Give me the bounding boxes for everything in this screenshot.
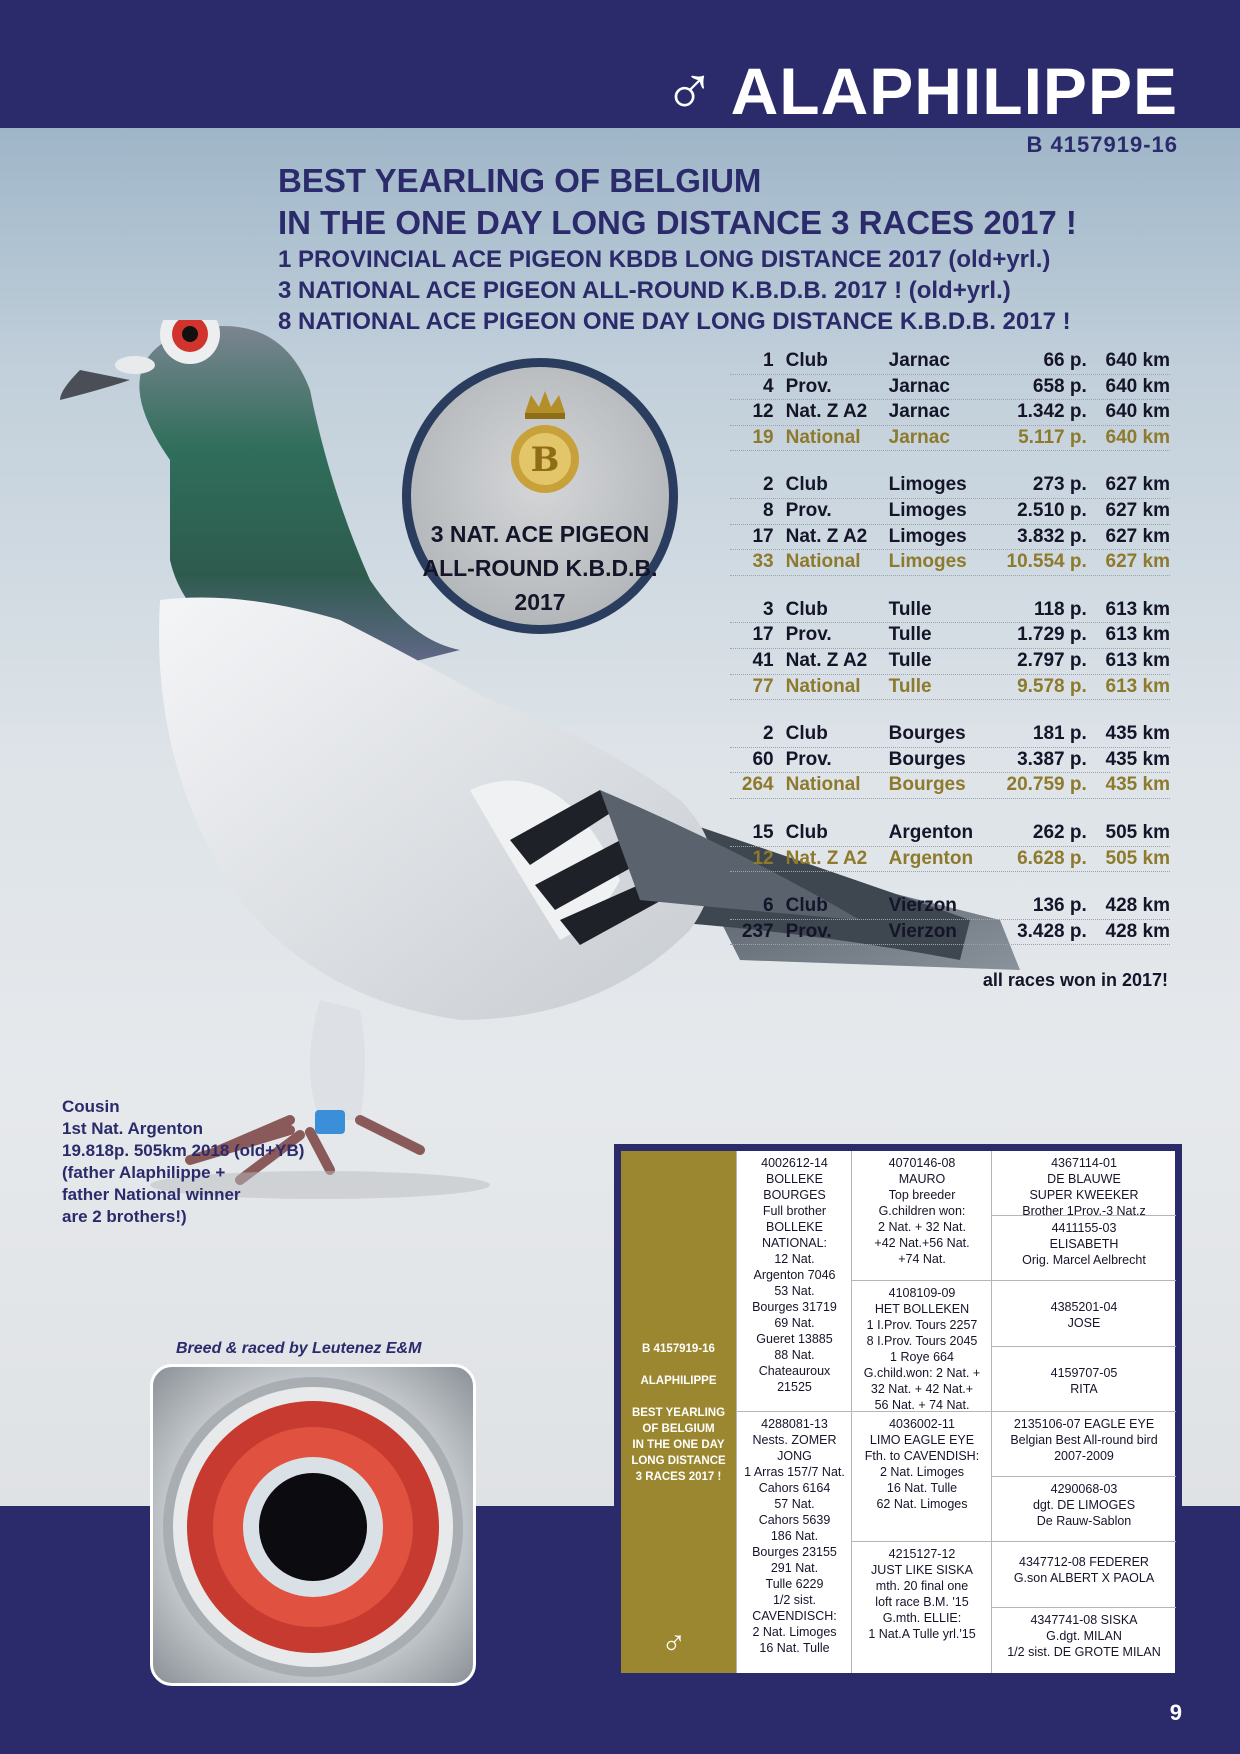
maternal-grandfather-cell bbox=[852, 1412, 992, 1542]
result-row bbox=[730, 773, 1170, 799]
result-distance: 627 km bbox=[1105, 551, 1170, 573]
ggp-7-cell bbox=[992, 1542, 1176, 1608]
result-level: National bbox=[785, 551, 861, 573]
ggp-8-text: 4347741-08 SISKA G.dgt. MILAN 1/2 sist. DE GROTE MILAN bbox=[1007, 1613, 1161, 1659]
kbdb-crown-logo-icon bbox=[505, 387, 585, 499]
result-birds: 262 p. bbox=[1032, 821, 1087, 843]
cousin-line-1: Cousin bbox=[62, 1097, 120, 1116]
result-level: Prov. bbox=[785, 624, 832, 646]
cousin-line-4: (father Alaphilippe + bbox=[62, 1163, 226, 1182]
result-race: Tulle bbox=[888, 598, 932, 620]
result-position: 41 bbox=[752, 649, 774, 671]
result-row bbox=[730, 349, 1170, 375]
subject-ring: B 4157919-16 bbox=[642, 1343, 715, 1355]
result-distance: 627 km bbox=[1105, 525, 1170, 547]
badge-text bbox=[411, 517, 669, 619]
ggp-8-cell bbox=[992, 1608, 1176, 1673]
result-birds: 10.554 p. bbox=[1006, 551, 1087, 573]
result-row bbox=[730, 847, 1170, 873]
subject-title: BEST YEARLING OF BELGIUM IN THE ONE DAY LONG DISTANCE 3 RACES 2017 ! bbox=[631, 1407, 726, 1483]
result-level: Club bbox=[785, 474, 828, 496]
ggp-2-text: 4411155-03 ELISABETH Orig. Marcel Aelbrecht bbox=[1022, 1221, 1146, 1267]
father-text: 4002612-14 BOLLEKE BOURGES Full brother BOLLEKE NATIONAL: 12 Nat. Argenton 7046 53 Nat. Bourges 31719 69 Nat. Gueret 13885 88 Nat. Chateauroux 21525 bbox=[752, 1156, 837, 1394]
result-race: Argenton bbox=[888, 847, 974, 869]
result-distance: 613 km bbox=[1105, 624, 1170, 646]
result-distance: 613 km bbox=[1105, 598, 1170, 620]
paternal-grandfather-text: 4070146-08 MAURO Top breeder G.children won: 2 Nat. + 32 Nat. +42 Nat.+56 Nat. +74 Nat. bbox=[874, 1156, 970, 1266]
cousin-line-2: 1st Nat. Argenton bbox=[62, 1119, 204, 1138]
maternal-grandfather-text: 4036002-11 LIMO EAGLE EYE Fth. to CAVENDISH: 2 Nat. Limoges 16 Nat. Tulle 62 Nat. Limoges bbox=[864, 1417, 980, 1511]
race-block bbox=[730, 722, 1170, 799]
result-level: National bbox=[785, 774, 861, 796]
result-position: 4 bbox=[763, 375, 774, 397]
logo-letter: B bbox=[530, 440, 560, 480]
male-symbol-icon: ♂ bbox=[663, 52, 717, 130]
pigeon-title bbox=[663, 52, 1178, 130]
result-row bbox=[730, 821, 1170, 847]
badge-line-2: ALL-ROUND K.B.D.B. bbox=[422, 555, 658, 581]
result-level: Nat. Z A2 bbox=[785, 847, 868, 869]
result-race: Jarnac bbox=[888, 401, 950, 423]
result-distance: 435 km bbox=[1105, 774, 1170, 796]
result-position: 6 bbox=[763, 895, 774, 917]
all-races-note: all races won in 2017! bbox=[982, 970, 1168, 990]
headline-1: BEST YEARLING OF BELGIUM bbox=[278, 162, 762, 199]
race-block bbox=[730, 894, 1170, 945]
pigeon-name: ALAPHILIPPE bbox=[730, 54, 1178, 128]
ggp-4-cell bbox=[992, 1347, 1176, 1412]
result-row bbox=[730, 525, 1170, 551]
ggp-7-text: 4347712-08 FEDERER G.son ALBERT X PAOLA bbox=[1013, 1555, 1155, 1585]
result-race: Bourges bbox=[888, 723, 966, 745]
result-row bbox=[730, 499, 1170, 525]
result-position: 17 bbox=[752, 525, 774, 547]
result-position: 12 bbox=[752, 401, 774, 423]
ggp-6-text: 4290068-03 dgt. DE LIMOGES De Rauw-Sablon bbox=[1032, 1482, 1136, 1528]
result-birds: 658 p. bbox=[1032, 375, 1087, 397]
result-race: Bourges bbox=[888, 748, 966, 770]
subject-name: ALAPHILIPPE bbox=[640, 1375, 717, 1387]
result-birds: 2.510 p. bbox=[1017, 499, 1087, 521]
result-level: National bbox=[785, 426, 861, 448]
result-position: 2 bbox=[763, 474, 774, 496]
result-race: Vierzon bbox=[888, 920, 957, 942]
result-level: Prov. bbox=[785, 920, 832, 942]
result-birds: 6.628 p. bbox=[1017, 847, 1087, 869]
pedigree-chart bbox=[614, 1144, 1182, 1680]
result-row bbox=[730, 375, 1170, 401]
cousin-line-6: are 2 brothers!) bbox=[62, 1207, 187, 1226]
breeder-credit: Breed & raced by Leutenez E&M bbox=[176, 1340, 422, 1357]
subject-column bbox=[621, 1151, 736, 1673]
result-level: Nat. Z A2 bbox=[785, 525, 868, 547]
result-row bbox=[730, 426, 1170, 452]
result-distance: 505 km bbox=[1105, 847, 1170, 869]
result-birds: 2.797 p. bbox=[1017, 649, 1087, 671]
result-birds: 118 p. bbox=[1033, 598, 1087, 620]
result-position: 60 bbox=[752, 748, 774, 770]
result-level: Club bbox=[785, 895, 828, 917]
ggp-3-text: 4385201-04 JOSE bbox=[1050, 1300, 1118, 1330]
result-row bbox=[730, 894, 1170, 920]
result-birds: 181 p. bbox=[1032, 723, 1087, 745]
result-level: Prov. bbox=[785, 375, 832, 397]
result-distance: 640 km bbox=[1105, 375, 1170, 397]
badge-line-3: 2017 bbox=[514, 589, 566, 615]
result-level: Club bbox=[785, 350, 828, 371]
result-level: Nat. Z A2 bbox=[785, 649, 868, 671]
result-position: 33 bbox=[752, 551, 774, 573]
result-birds: 273 p. bbox=[1032, 474, 1087, 496]
result-birds: 1.729 p. bbox=[1017, 624, 1087, 646]
result-birds: 1.342 p. bbox=[1017, 401, 1087, 423]
result-race: Bourges bbox=[888, 774, 966, 796]
result-race: Limoges bbox=[888, 525, 967, 547]
ggp-2-cell bbox=[992, 1216, 1176, 1281]
result-row bbox=[730, 649, 1170, 675]
result-birds: 9.578 p. bbox=[1017, 675, 1087, 697]
result-race: Limoges bbox=[888, 551, 967, 573]
result-birds: 20.759 p. bbox=[1006, 774, 1087, 796]
result-level: Club bbox=[785, 598, 828, 620]
result-distance: 627 km bbox=[1105, 499, 1170, 521]
maternal-grandmother-text: 4215127-12 JUST LIKE SISKA mth. 20 final one loft race B.M. '15 G.mth. ELLIE: 1 Nat.A Tulle yrl.'15 bbox=[868, 1547, 976, 1641]
result-level: Club bbox=[785, 723, 828, 745]
subheadline-2: 3 NATIONAL ACE PIGEON ALL-ROUND K.B.D.B. 2017 ! (old+yrl.) bbox=[278, 277, 1011, 304]
result-distance: 627 km bbox=[1105, 474, 1170, 496]
result-level: Prov. bbox=[785, 748, 832, 770]
cousin-line-3: 19.818p. 505km 2018 (old+YB) bbox=[62, 1141, 305, 1160]
ring-number: B 4157919-16 bbox=[1026, 132, 1178, 157]
result-position: 77 bbox=[752, 675, 774, 697]
result-distance: 613 km bbox=[1105, 675, 1170, 697]
result-row bbox=[730, 598, 1170, 624]
result-position: 8 bbox=[763, 499, 774, 521]
result-distance: 428 km bbox=[1105, 895, 1170, 917]
result-distance: 435 km bbox=[1105, 723, 1170, 745]
result-level: National bbox=[785, 675, 861, 697]
result-race: Tulle bbox=[888, 649, 932, 671]
paternal-grandmother-cell bbox=[852, 1281, 992, 1412]
page-number: 9 bbox=[1169, 1700, 1182, 1725]
ggp-1-text: 4367114-01 DE BLAUWE SUPER KWEEKER Brother 1Prov.-3 Nat.z bbox=[1022, 1156, 1146, 1218]
result-birds: 3.832 p. bbox=[1017, 525, 1087, 547]
cousin-note bbox=[62, 1096, 304, 1228]
result-row bbox=[730, 748, 1170, 774]
result-row bbox=[730, 623, 1170, 649]
ggp-5-cell bbox=[992, 1412, 1176, 1477]
result-race: Limoges bbox=[888, 499, 967, 521]
paternal-grandmother-text: 4108109-09 HET BOLLEKEN 1 I.Prov. Tours 2257 8 I.Prov. Tours 2045 1 Roye 664 G.child.won: 2 Nat. + 32 Nat. + 42 Nat.+ 56 Nat. + 74 Nat. bbox=[863, 1286, 981, 1412]
ggp-4-text: 4159707-05 RITA bbox=[1050, 1366, 1118, 1396]
badge-line-1: 3 NAT. ACE PIGEON bbox=[430, 521, 650, 547]
great-grandparents-column bbox=[991, 1151, 1176, 1673]
result-level: Club bbox=[785, 821, 828, 843]
result-position: 12 bbox=[752, 847, 774, 869]
cousin-line-5: father National winner bbox=[62, 1185, 241, 1204]
parents-column bbox=[736, 1151, 852, 1673]
paternal-grandfather-cell bbox=[852, 1151, 992, 1281]
result-distance: 435 km bbox=[1105, 748, 1170, 770]
ggp-3-cell bbox=[992, 1281, 1176, 1347]
result-position: 1 bbox=[763, 350, 774, 371]
result-distance: 428 km bbox=[1105, 920, 1170, 942]
result-distance: 505 km bbox=[1105, 821, 1170, 843]
male-symbol-icon: ♂ bbox=[661, 1623, 687, 1661]
mother-cell bbox=[737, 1412, 852, 1673]
result-position: 2 bbox=[763, 723, 774, 745]
result-position: 264 bbox=[741, 774, 774, 796]
result-race: Vierzon bbox=[888, 895, 957, 917]
race-block bbox=[730, 821, 1170, 872]
result-distance: 613 km bbox=[1105, 649, 1170, 671]
father-cell bbox=[737, 1151, 852, 1412]
subheadline-1: 1 PROVINCIAL ACE PIGEON KBDB LONG DISTANCE 2017 (old+yrl.) bbox=[278, 246, 1051, 273]
result-race: Tulle bbox=[888, 675, 932, 697]
ggp-5-text: 2135106-07 EAGLE EYE Belgian Best All-round bird 2007-2009 bbox=[1010, 1417, 1158, 1463]
ace-pigeon-badge bbox=[402, 358, 678, 634]
headline-2: IN THE ONE DAY LONG DISTANCE 3 RACES 2017 ! bbox=[278, 204, 1077, 241]
grandparents-column bbox=[851, 1151, 992, 1673]
result-race: Argenton bbox=[888, 821, 974, 843]
result-race: Jarnac bbox=[888, 426, 950, 448]
race-results bbox=[730, 349, 1170, 967]
result-distance: 640 km bbox=[1105, 426, 1170, 448]
result-distance: 640 km bbox=[1105, 401, 1170, 423]
result-row bbox=[730, 722, 1170, 748]
result-race: Jarnac bbox=[888, 375, 950, 397]
result-row bbox=[730, 473, 1170, 499]
result-birds: 136 p. bbox=[1032, 895, 1087, 917]
result-distance: 640 km bbox=[1105, 350, 1170, 371]
result-row bbox=[730, 550, 1170, 576]
result-level: Nat. Z A2 bbox=[785, 401, 868, 423]
result-position: 15 bbox=[752, 821, 774, 843]
result-row bbox=[730, 675, 1170, 701]
ggp-1-cell bbox=[992, 1151, 1176, 1216]
result-row bbox=[730, 400, 1170, 426]
result-position: 19 bbox=[752, 426, 774, 448]
result-birds: 3.387 p. bbox=[1017, 748, 1087, 770]
result-birds: 3.428 p. bbox=[1017, 920, 1087, 942]
race-block bbox=[730, 349, 1170, 451]
maternal-grandmother-cell bbox=[852, 1542, 992, 1673]
result-position: 3 bbox=[763, 598, 774, 620]
mother-text: 4288081-13 Nests. ZOMER JONG 1 Arras 157/7 Nat. Cahors 6164 57 Nat. Cahors 5639 186 Nat. Bourges 23155 291 Nat. Tulle 6229 1/2 sist. CAVENDISCH: 2 Nat. Limoges 16 Nat. Tulle bbox=[744, 1417, 845, 1655]
subheadline-3: 8 NATIONAL ACE PIGEON ONE DAY LONG DISTANCE K.B.D.B. 2017 ! bbox=[278, 308, 1071, 335]
race-block bbox=[730, 473, 1170, 575]
result-birds: 5.117 p. bbox=[1018, 426, 1087, 448]
result-birds: 66 p. bbox=[1043, 350, 1087, 371]
eye-photo bbox=[150, 1364, 476, 1686]
race-block bbox=[730, 598, 1170, 700]
ggp-6-cell bbox=[992, 1477, 1176, 1542]
result-race: Limoges bbox=[888, 474, 967, 496]
result-row bbox=[730, 920, 1170, 946]
result-race: Tulle bbox=[888, 624, 932, 646]
headlines bbox=[278, 160, 1077, 337]
result-level: Prov. bbox=[785, 499, 832, 521]
result-position: 17 bbox=[752, 624, 774, 646]
result-race: Jarnac bbox=[888, 350, 950, 371]
result-position: 237 bbox=[741, 920, 774, 942]
